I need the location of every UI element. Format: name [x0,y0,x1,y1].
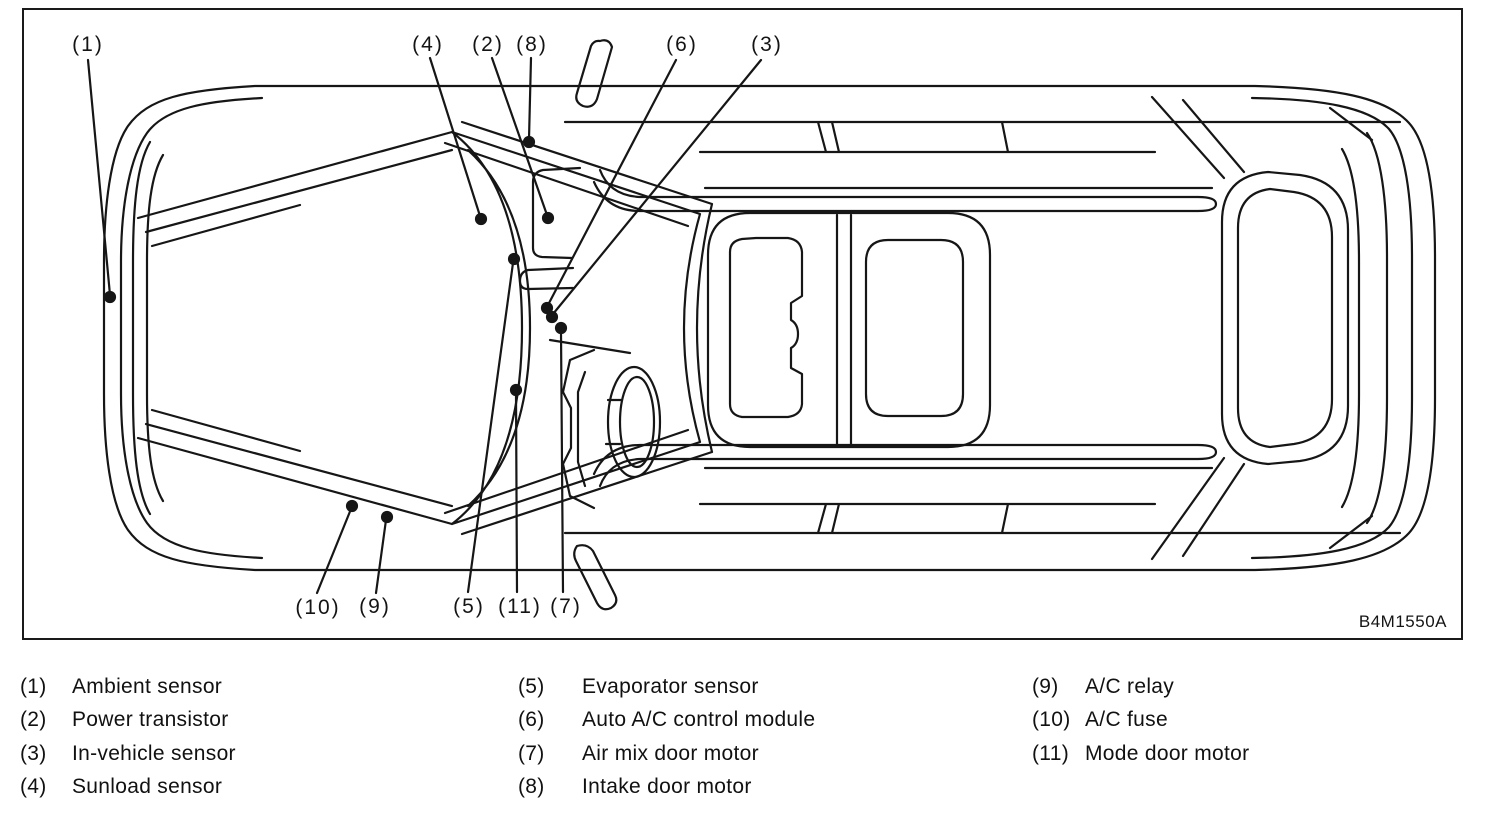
legend-label: Air mix door motor [582,741,759,765]
legend-label: Sunload sensor [72,775,223,799]
callout-leaders [88,58,761,593]
callout-dot-1 [105,292,115,302]
steering-wheel-inner [620,377,654,467]
callout-dot-2 [543,213,553,223]
callout-label-3: (3) [751,33,783,56]
callout-line-10 [317,509,351,593]
legend-number: (8) [518,775,545,799]
legend-label: In-vehicle sensor [72,741,236,765]
roof-structure [565,122,1400,533]
car-body-outline [104,86,1435,570]
callout-label-2: (2) [472,33,504,56]
legend-label: Auto A/C control module [582,708,816,732]
sunroof [708,213,990,447]
callout-line-11 [516,394,517,592]
legend-number: (4) [20,775,47,799]
legend-number: (11) [1032,741,1069,765]
callout-dot-5 [509,254,519,264]
callout-line-1 [88,60,110,295]
callout-label-8: (8) [516,33,548,56]
callout-dot-3 [547,312,557,322]
legend-number: (1) [20,675,47,698]
car-top-view-diagram [24,10,1461,638]
callout-line-9 [376,520,386,593]
legend-number: (6) [518,708,545,732]
legend-label: Evaporator sensor [582,675,759,698]
callout-line-6 [548,60,676,305]
callout-label-7: (7) [550,595,582,618]
legend-column-2 [518,670,815,804]
hood-and-windshield [138,122,712,534]
callout-dot-10 [347,501,357,511]
legend-number: (2) [20,708,47,732]
legend-label: Intake door motor [582,775,752,799]
figure-frame [22,8,1463,640]
callout-line-8 [529,58,531,139]
legend-label: Mode door motor [1085,741,1250,765]
legend-number: (10) [1032,708,1071,732]
legend-number: (3) [20,741,47,765]
callout-label-9: (9) [359,595,391,618]
callout-line-7 [561,332,563,592]
callout-label-1: (1) [72,33,104,56]
callout-label-6: (6) [666,33,698,56]
callout-label-4: (4) [412,33,444,56]
callout-line-5 [468,263,513,592]
legend-item [518,670,815,703]
legend-label: Ambient sensor [72,675,223,698]
callout-dot-11 [511,385,521,395]
callout-label-11: (11) [498,595,542,618]
legend-item [20,670,236,703]
legend-column-1 [20,670,236,804]
figure-code: B4M1550A [1358,612,1447,631]
callout-label-5: (5) [453,595,485,618]
legend-number: (5) [518,675,545,698]
legend-label: A/C relay [1085,675,1175,698]
legend-item [20,703,236,736]
callout-dot-7 [556,323,566,333]
legend-item [518,703,815,736]
callout-dot-4 [476,214,486,224]
legend-item [20,737,236,770]
callout-dot-8 [524,137,534,147]
legend-item [518,770,815,803]
callout-label-10: (10) [295,596,341,619]
legend-item [1032,670,1249,703]
legend-item [1032,737,1249,770]
side-mirrors [574,40,616,609]
legend-number: (7) [518,741,545,765]
legend-number: (9) [1032,675,1059,698]
legend-column-3 [1032,670,1249,770]
legend-item [518,737,815,770]
callout-dot-9 [382,512,392,522]
rear-structure [1152,97,1372,559]
legend-label: Power transistor [72,708,229,732]
legend-item [20,770,236,803]
legend-item [1032,703,1249,736]
legend-label: A/C fuse [1085,708,1168,732]
